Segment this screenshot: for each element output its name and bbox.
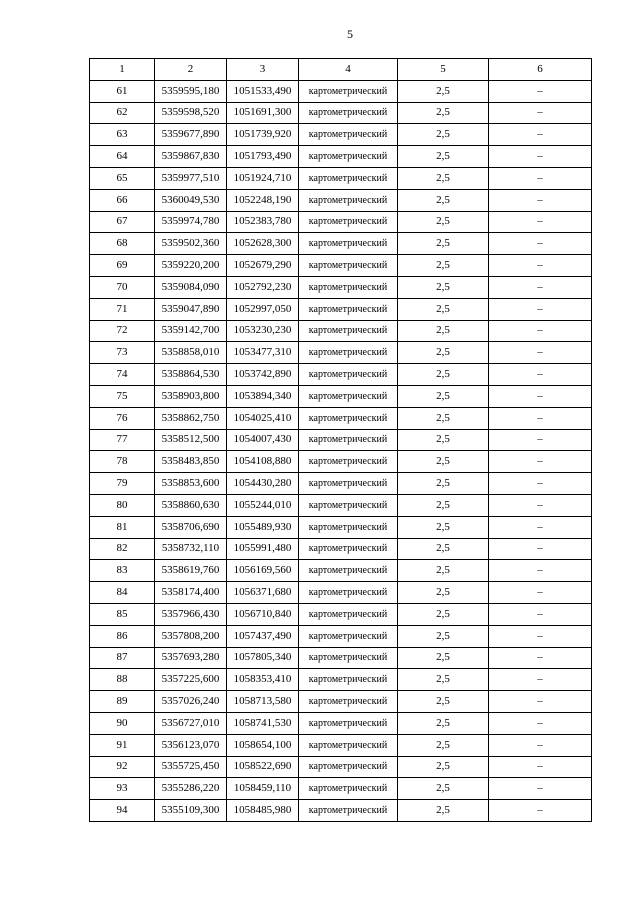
accuracy-cell: 2,5	[398, 276, 489, 298]
method-cell: картометрический	[299, 429, 398, 451]
coordinate-y-cell: 1053230,230	[227, 320, 299, 342]
table-row	[90, 364, 592, 386]
coordinate-x-cell: 5357026,240	[155, 691, 227, 713]
note-cell: –	[489, 451, 592, 473]
method-cell: картометрический	[299, 538, 398, 560]
accuracy-cell: 2,5	[398, 80, 489, 102]
table-row	[90, 385, 592, 407]
method-cell: картометрический	[299, 320, 398, 342]
point-number-cell: 90	[90, 712, 155, 734]
table-header-row	[90, 59, 592, 81]
point-number-cell: 72	[90, 320, 155, 342]
coordinate-y-cell: 1058459,110	[227, 778, 299, 800]
method-cell: картометрический	[299, 233, 398, 255]
point-number-cell: 93	[90, 778, 155, 800]
table-row	[90, 233, 592, 255]
note-cell: –	[489, 494, 592, 516]
method-cell: картометрический	[299, 712, 398, 734]
method-cell: картометрический	[299, 473, 398, 495]
coordinate-y-cell: 1056371,680	[227, 582, 299, 604]
note-cell: –	[489, 320, 592, 342]
coordinate-x-cell: 5359977,510	[155, 167, 227, 189]
accuracy-cell: 2,5	[398, 407, 489, 429]
table-row	[90, 603, 592, 625]
table-row	[90, 80, 592, 102]
column-header-5: 5	[398, 59, 489, 81]
note-cell: –	[489, 189, 592, 211]
accuracy-cell: 2,5	[398, 385, 489, 407]
accuracy-cell: 2,5	[398, 102, 489, 124]
coordinate-y-cell: 1052628,300	[227, 233, 299, 255]
table-row	[90, 756, 592, 778]
accuracy-cell: 2,5	[398, 560, 489, 582]
accuracy-cell: 2,5	[398, 756, 489, 778]
note-cell: –	[489, 385, 592, 407]
method-cell: картометрический	[299, 102, 398, 124]
note-cell: –	[489, 473, 592, 495]
point-number-cell: 73	[90, 342, 155, 364]
coordinate-x-cell: 5359974,780	[155, 211, 227, 233]
coordinate-y-cell: 1053742,890	[227, 364, 299, 386]
method-cell: картометрический	[299, 800, 398, 822]
note-cell: –	[489, 669, 592, 691]
accuracy-cell: 2,5	[398, 669, 489, 691]
point-number-cell: 70	[90, 276, 155, 298]
coordinate-y-cell: 1051793,490	[227, 146, 299, 168]
method-cell: картометрический	[299, 342, 398, 364]
method-cell: картометрический	[299, 647, 398, 669]
accuracy-cell: 2,5	[398, 364, 489, 386]
point-number-cell: 63	[90, 124, 155, 146]
coordinate-y-cell: 1053894,340	[227, 385, 299, 407]
note-cell: –	[489, 255, 592, 277]
note-cell: –	[489, 582, 592, 604]
point-number-cell: 74	[90, 364, 155, 386]
page-number: 5	[347, 27, 353, 41]
coordinate-y-cell: 1054108,880	[227, 451, 299, 473]
method-cell: картометрический	[299, 364, 398, 386]
point-number-cell: 61	[90, 80, 155, 102]
column-header-6: 6	[489, 59, 592, 81]
coordinate-y-cell: 1052383,780	[227, 211, 299, 233]
coordinate-y-cell: 1055489,930	[227, 516, 299, 538]
note-cell: –	[489, 603, 592, 625]
coordinate-y-cell: 1051924,710	[227, 167, 299, 189]
coordinate-x-cell: 5358903,800	[155, 385, 227, 407]
accuracy-cell: 2,5	[398, 473, 489, 495]
method-cell: картометрический	[299, 494, 398, 516]
method-cell: картометрический	[299, 691, 398, 713]
table-row	[90, 691, 592, 713]
coordinate-y-cell: 1058654,100	[227, 734, 299, 756]
coordinate-x-cell: 5359867,830	[155, 146, 227, 168]
column-header-2: 2	[155, 59, 227, 81]
coordinate-x-cell: 5359220,200	[155, 255, 227, 277]
accuracy-cell: 2,5	[398, 712, 489, 734]
coordinate-x-cell: 5359047,890	[155, 298, 227, 320]
method-cell: картометрический	[299, 560, 398, 582]
coordinate-x-cell: 5359677,890	[155, 124, 227, 146]
method-cell: картометрический	[299, 778, 398, 800]
point-number-cell: 69	[90, 255, 155, 277]
accuracy-cell: 2,5	[398, 691, 489, 713]
accuracy-cell: 2,5	[398, 233, 489, 255]
coordinate-x-cell: 5358864,530	[155, 364, 227, 386]
coordinate-x-cell: 5359595,180	[155, 80, 227, 102]
point-number-cell: 88	[90, 669, 155, 691]
coordinate-x-cell: 5359084,090	[155, 276, 227, 298]
coordinate-x-cell: 5357225,600	[155, 669, 227, 691]
coordinate-x-cell: 5358174,400	[155, 582, 227, 604]
coordinate-y-cell: 1054025,410	[227, 407, 299, 429]
coordinate-y-cell: 1051691,300	[227, 102, 299, 124]
coordinate-y-cell: 1056710,840	[227, 603, 299, 625]
coordinate-x-cell: 5358706,690	[155, 516, 227, 538]
note-cell: –	[489, 800, 592, 822]
table-body	[90, 80, 592, 821]
point-number-cell: 76	[90, 407, 155, 429]
table-row	[90, 647, 592, 669]
point-number-cell: 82	[90, 538, 155, 560]
table-row	[90, 516, 592, 538]
coordinate-y-cell: 1053477,310	[227, 342, 299, 364]
coordinate-x-cell: 5358483,850	[155, 451, 227, 473]
accuracy-cell: 2,5	[398, 189, 489, 211]
table-row	[90, 734, 592, 756]
coordinate-y-cell: 1052792,230	[227, 276, 299, 298]
point-number-cell: 83	[90, 560, 155, 582]
method-cell: картометрический	[299, 298, 398, 320]
table-row	[90, 276, 592, 298]
table-row	[90, 320, 592, 342]
note-cell: –	[489, 407, 592, 429]
point-number-cell: 81	[90, 516, 155, 538]
table-row	[90, 538, 592, 560]
accuracy-cell: 2,5	[398, 494, 489, 516]
column-header-4: 4	[299, 59, 398, 81]
coordinate-y-cell: 1057437,490	[227, 625, 299, 647]
coordinate-y-cell: 1051739,920	[227, 124, 299, 146]
point-number-cell: 66	[90, 189, 155, 211]
table-row	[90, 712, 592, 734]
point-number-cell: 89	[90, 691, 155, 713]
coordinate-y-cell: 1052679,290	[227, 255, 299, 277]
method-cell: картометрический	[299, 582, 398, 604]
note-cell: –	[489, 102, 592, 124]
accuracy-cell: 2,5	[398, 320, 489, 342]
table-row	[90, 582, 592, 604]
coordinate-x-cell: 5359502,360	[155, 233, 227, 255]
note-cell: –	[489, 712, 592, 734]
method-cell: картометрический	[299, 603, 398, 625]
coordinate-y-cell: 1055991,480	[227, 538, 299, 560]
point-number-cell: 62	[90, 102, 155, 124]
method-cell: картометрический	[299, 189, 398, 211]
note-cell: –	[489, 211, 592, 233]
method-cell: картометрический	[299, 625, 398, 647]
point-number-cell: 92	[90, 756, 155, 778]
table-row	[90, 494, 592, 516]
coordinate-x-cell: 5356727,010	[155, 712, 227, 734]
coordinate-x-cell: 5359598,520	[155, 102, 227, 124]
coordinate-x-cell: 5358619,760	[155, 560, 227, 582]
point-number-cell: 91	[90, 734, 155, 756]
note-cell: –	[489, 80, 592, 102]
point-number-cell: 68	[90, 233, 155, 255]
note-cell: –	[489, 233, 592, 255]
coordinate-x-cell: 5357966,430	[155, 603, 227, 625]
note-cell: –	[489, 734, 592, 756]
table-row	[90, 167, 592, 189]
point-number-cell: 78	[90, 451, 155, 473]
method-cell: картометрический	[299, 669, 398, 691]
coordinate-x-cell: 5355725,450	[155, 756, 227, 778]
coordinate-x-cell: 5358512,500	[155, 429, 227, 451]
coordinate-x-cell: 5357808,200	[155, 625, 227, 647]
accuracy-cell: 2,5	[398, 124, 489, 146]
table-row	[90, 429, 592, 451]
point-number-cell: 79	[90, 473, 155, 495]
table-row	[90, 625, 592, 647]
accuracy-cell: 2,5	[398, 734, 489, 756]
accuracy-cell: 2,5	[398, 625, 489, 647]
note-cell: –	[489, 298, 592, 320]
accuracy-cell: 2,5	[398, 429, 489, 451]
table-row	[90, 342, 592, 364]
coordinate-y-cell: 1057805,340	[227, 647, 299, 669]
note-cell: –	[489, 560, 592, 582]
table-row	[90, 778, 592, 800]
accuracy-cell: 2,5	[398, 211, 489, 233]
method-cell: картометрический	[299, 255, 398, 277]
accuracy-cell: 2,5	[398, 298, 489, 320]
accuracy-cell: 2,5	[398, 582, 489, 604]
point-number-cell: 64	[90, 146, 155, 168]
coordinate-x-cell: 5355286,220	[155, 778, 227, 800]
accuracy-cell: 2,5	[398, 538, 489, 560]
table-row	[90, 560, 592, 582]
coordinate-x-cell: 5358862,750	[155, 407, 227, 429]
accuracy-cell: 2,5	[398, 167, 489, 189]
coordinate-x-cell: 5358858,010	[155, 342, 227, 364]
note-cell: –	[489, 516, 592, 538]
table-row	[90, 451, 592, 473]
table-row	[90, 800, 592, 822]
note-cell: –	[489, 647, 592, 669]
note-cell: –	[489, 364, 592, 386]
note-cell: –	[489, 691, 592, 713]
coordinate-x-cell: 5358732,110	[155, 538, 227, 560]
coordinate-y-cell: 1052997,050	[227, 298, 299, 320]
accuracy-cell: 2,5	[398, 451, 489, 473]
note-cell: –	[489, 276, 592, 298]
table-row	[90, 211, 592, 233]
method-cell: картометрический	[299, 407, 398, 429]
note-cell: –	[489, 167, 592, 189]
table-row	[90, 102, 592, 124]
point-number-cell: 77	[90, 429, 155, 451]
method-cell: картометрический	[299, 276, 398, 298]
accuracy-cell: 2,5	[398, 146, 489, 168]
coordinate-x-cell: 5355109,300	[155, 800, 227, 822]
coordinate-x-cell: 5359142,700	[155, 320, 227, 342]
method-cell: картометрический	[299, 146, 398, 168]
note-cell: –	[489, 124, 592, 146]
accuracy-cell: 2,5	[398, 255, 489, 277]
point-number-cell: 85	[90, 603, 155, 625]
table-row	[90, 189, 592, 211]
table-row	[90, 407, 592, 429]
note-cell: –	[489, 538, 592, 560]
coordinate-x-cell: 5360049,530	[155, 189, 227, 211]
column-header-3: 3	[227, 59, 299, 81]
point-number-cell: 87	[90, 647, 155, 669]
coordinate-x-cell: 5357693,280	[155, 647, 227, 669]
coordinate-y-cell: 1054007,430	[227, 429, 299, 451]
note-cell: –	[489, 625, 592, 647]
point-number-cell: 80	[90, 494, 155, 516]
method-cell: картометрический	[299, 385, 398, 407]
point-number-cell: 75	[90, 385, 155, 407]
coordinate-y-cell: 1058353,410	[227, 669, 299, 691]
coordinate-y-cell: 1055244,010	[227, 494, 299, 516]
coordinate-y-cell: 1058522,690	[227, 756, 299, 778]
coordinate-y-cell: 1051533,490	[227, 80, 299, 102]
note-cell: –	[489, 778, 592, 800]
coordinate-y-cell: 1058741,530	[227, 712, 299, 734]
note-cell: –	[489, 756, 592, 778]
table-row	[90, 473, 592, 495]
point-number-cell: 71	[90, 298, 155, 320]
point-number-cell: 65	[90, 167, 155, 189]
point-number-cell: 86	[90, 625, 155, 647]
table-row	[90, 124, 592, 146]
accuracy-cell: 2,5	[398, 603, 489, 625]
note-cell: –	[489, 146, 592, 168]
table-row	[90, 669, 592, 691]
table-row	[90, 298, 592, 320]
table-row	[90, 146, 592, 168]
point-number-cell: 84	[90, 582, 155, 604]
coordinate-y-cell: 1054430,280	[227, 473, 299, 495]
accuracy-cell: 2,5	[398, 778, 489, 800]
method-cell: картометрический	[299, 211, 398, 233]
table-row	[90, 255, 592, 277]
coordinate-y-cell: 1058485,980	[227, 800, 299, 822]
accuracy-cell: 2,5	[398, 800, 489, 822]
point-number-cell: 67	[90, 211, 155, 233]
coordinate-x-cell: 5358853,600	[155, 473, 227, 495]
accuracy-cell: 2,5	[398, 647, 489, 669]
coordinate-y-cell: 1052248,190	[227, 189, 299, 211]
method-cell: картометрический	[299, 124, 398, 146]
accuracy-cell: 2,5	[398, 516, 489, 538]
point-number-cell: 94	[90, 800, 155, 822]
note-cell: –	[489, 429, 592, 451]
column-header-1: 1	[90, 59, 155, 81]
method-cell: картометрический	[299, 167, 398, 189]
coordinate-x-cell: 5356123,070	[155, 734, 227, 756]
method-cell: картометрический	[299, 516, 398, 538]
method-cell: картометрический	[299, 756, 398, 778]
coordinates-table	[89, 58, 592, 822]
method-cell: картометрический	[299, 80, 398, 102]
method-cell: картометрический	[299, 451, 398, 473]
coordinate-y-cell: 1056169,560	[227, 560, 299, 582]
coordinate-y-cell: 1058713,580	[227, 691, 299, 713]
method-cell: картометрический	[299, 734, 398, 756]
note-cell: –	[489, 342, 592, 364]
coordinate-x-cell: 5358860,630	[155, 494, 227, 516]
accuracy-cell: 2,5	[398, 342, 489, 364]
